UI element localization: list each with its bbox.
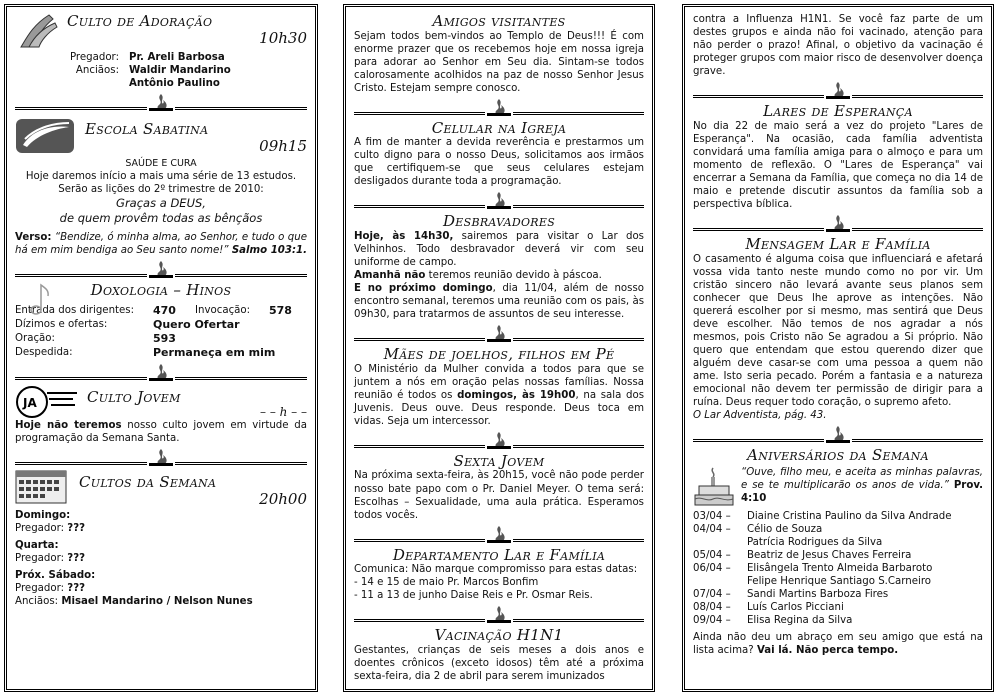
entrada-label: Entrada dos dirigentes: [15,304,135,316]
aniversarios-title: Aniversários da Semana [747,446,929,465]
departamento-text: Comunica: Não marque compromisso para estas datas: [354,564,638,576]
ancioes-value: Misael Mandarino / Nelson Nunes [61,596,253,608]
section-divider [693,81,983,99]
verso [15,231,307,257]
maes-text-bold: domingos, às 19h00 [457,389,576,401]
escola-sabatina-time: 09h15 [259,136,307,155]
cultos-semana-header [15,470,307,507]
birthday-row [693,523,983,536]
birthday-date: 04/04 – [693,523,731,535]
doxologia-title [15,282,307,299]
culto-jovem-title: Culto Jovem [87,388,181,407]
despedida-label: Despedida: [15,346,73,358]
footer-text: Ainda não deu um abraço em seu amigo que está na lista acima? [693,632,983,657]
birthday-row [693,575,983,588]
graces-line: Graças a DEUS, [116,196,206,211]
flame-icon [485,525,513,543]
culto-jovem-body: nosso culto jovem em virtude da programação da Semana Santa. [15,420,307,445]
quote-ref: Prov. 4:10 [741,479,983,504]
culto-jovem-text [15,419,307,445]
desbravadores-p2-text: teremos reunião devido à páscoa. [425,270,602,282]
section-divider [354,431,644,449]
pregador-label: Pregador: [15,553,65,565]
calendar-icon [15,470,67,504]
section-divider [354,605,644,623]
culto-jovem-header [15,385,307,419]
flame-icon [824,214,852,232]
birthday-date [693,575,747,588]
doxologia-title-text: Doxologia – Hinos [90,281,232,300]
maes-text-1: O Ministério da Mulher convida a todos para que se juntem a nós em oração pelas nossas famílias. Nossa reunião é todos os [354,363,644,401]
birthday-date [693,536,747,549]
lares-text: No dia 22 de maio será a vez do projeto "Lares de Esperança". Na ocasião, cada família adventista convidará uma família amiga para o almoço e para um momento de reflexão. O "Lares de Esperança" vai encerrar a Semana da Família, que começa no dia 14 de maio e pretende discutir assuntos da família sob a perspectiva bíblica. [693,120,983,211]
section-divider [15,363,307,381]
birthday-row [693,549,983,562]
aniversarios-quote [737,466,983,508]
flame-icon [485,605,513,623]
amigos-title: Amigos visitantes [432,12,566,30]
birthday-name: Diaine Cristina Paulino da Silva Andrade [747,510,952,522]
culto-jovem-time: – – h – – [260,404,307,419]
pregador-unknown: ??? [67,523,86,535]
section-divider [354,525,644,543]
ja-logo-icon [15,385,79,419]
birthday-name: Felipe Henrique Santiago S.Carneiro [747,575,932,587]
escola-text-line: Serão as lições do 2º trimestre de 2010: [58,184,264,196]
mensagem-source: O Lar Adventista, pág. 43. [693,410,827,422]
column-right [682,4,994,692]
section-divider [354,324,644,342]
svg-text:JA: JA [23,396,37,411]
column-middle [343,4,655,692]
quarta-label: Quarta: [15,540,59,552]
departamento-title: Departamento Lar e Família [392,545,606,564]
section-divider [354,191,644,209]
flame-icon [824,81,852,99]
birthday-name: Sandi Martins Barboza Fires [747,588,889,600]
church-logo-icon [15,115,75,155]
birthday-name: Elisa Regina da Silva [747,615,853,627]
flame-icon [485,431,513,449]
pregador-unknown: ??? [67,583,86,595]
culto-jovem-bold: Hoje não teremos [15,420,122,432]
birthday-name: Célio de Souza [747,523,823,535]
birthday-date: 08/04 – [693,602,731,613]
verso-text: “Bendize, ó minha alma, ao Senhor, e tudo o que há em mim bendiga ao Seu santo nome!” [15,232,307,257]
flame-icon [485,98,513,116]
flame-icon [485,191,513,209]
escola-text-line: Hoje daremos início a mais uma série de 13 estudos. [25,171,297,183]
maes-title: Mães de joelhos, filhos em Pé [383,345,615,364]
section-divider [354,98,644,116]
desbravadores-p3 [354,282,644,321]
lares-title: Lares de Esperança [763,102,913,121]
praying-hands-icon [15,13,59,49]
anciao-name: Waldir Mandarino [129,65,231,77]
sexta-jovem-title: Sexta Jovem [453,451,545,470]
celular-title: Celular na Igreja [431,118,567,137]
pregador-label: Pregador: [15,523,65,535]
invocacao-value: 578 [269,303,292,317]
section-divider [693,214,983,232]
cultos-semana-time: 20h00 [259,489,307,508]
escola-sabatina-title: Escola Sabatina [85,120,209,139]
entrada-value: 470 [153,303,176,317]
verso-ref: Salmo 103:1. [231,245,308,257]
birthday-row [693,510,983,523]
desbravadores-title: Desbravadores [442,212,556,231]
graces-line: de quem provêm todas as bênçãos [59,210,263,225]
pregador-label: Pregador: [15,583,65,595]
birthday-date: 07/04 – [693,588,731,600]
flame-icon [147,93,175,111]
dizimos-label: Dízimos e ofertas: [15,318,108,330]
section-divider [15,260,307,278]
amigos-text: Sejam todos bem-vindos ao Templo de Deus!!! É com enorme prazer que os recebemos hoje em nossa igreja para adorar ao Senhor em Seu dia. Sintam-se todos calorosamente acolhidos na paz de nosso Senhor Jesus Cristo. Estejam sempre conosco. [354,30,644,94]
culto-adoracao-time: 10h30 [259,28,307,47]
mensagem-title: Mensagem Lar e Família [745,235,931,254]
desbravadores-p3-bold: E no próximo domingo [354,283,493,295]
birthday-cake-icon [693,466,737,508]
culto-adoracao-header [15,13,307,49]
birthday-name: Luís Carlos Picciani [747,602,844,613]
section-divider [15,448,307,466]
ancioes-label: Anciãos: [75,65,119,77]
anciao-name: Antônio Paulino [129,78,220,90]
quote-text: “Ouve, filho meu, e aceita as minhas palavras, e se te multiplicarão os anos de vida.” [741,466,983,491]
culto-adoracao-title: Culto de Adoração [67,12,213,30]
desbravadores-p1-bold: Hoje, às 14h30, [354,230,454,242]
birthday-row [693,536,983,549]
birthday-row [693,588,983,601]
desbravadores-p2-bold: Amanhã não [354,270,426,282]
escola-subtitle: SAÚDE E CURA [125,158,197,170]
domingo-label: Domingo: [15,510,71,522]
birthday-date: 05/04 – [693,549,731,561]
footer-bold: Vai lá. Não perca tempo. [756,645,899,657]
verso-label: Verso: [15,232,52,244]
flame-icon [147,363,175,381]
birthday-list [693,510,983,627]
pregador-name: Pr. Areli Barbosa [129,52,225,63]
vacinacao-continued: contra a Influenza H1N1. Se você faz parte de um destes grupos e ainda não foi vacinado, atenção para não perder o prazo! Afinal, o objetivo da vacinação é proteger grupos com maior risco de desenvolver doença grave. [693,14,983,78]
column-left [4,4,318,692]
desbravadores-p1 [354,230,644,269]
ancioes-label: Anciãos: [15,596,59,608]
cultos-semana-title: Cultos da Semana [79,473,217,492]
birthday-row [693,614,983,627]
celular-text: A fim de manter a devida reverência e prestarmos um culto digno para o nosso Deus, solicitamos aos irmãos que certifiquem-se que seus celulares estejam desligados durante toda a programação. [354,137,644,188]
flame-icon [147,260,175,278]
sexta-jovem-text: Na próxima sexta-feira, às 20h15, você não pode perder nosso bate papo com o Pr. Daniel Meyer. O tema será: Escolhas – Sexualidade, uma aula prática. Esperamos todos vocês. [354,470,644,521]
cultos-semana-list [15,509,307,608]
pregador-label: Pregador: [69,52,119,63]
birthday-name: Elisângela Trento Almeida Barbaroto [747,562,933,574]
desbravadores-p3-text: , dia 11/04, além de nosso encontro semanal, teremos uma reunião com os pais, às 09h30, para tratarmos de assuntos de seu interesse. [354,283,644,321]
birthday-name: Beatriz de Jesus Chaves Ferreira [747,549,912,561]
vacinacao-text: Gestantes, crianças de seis meses a dois anos e doentes crônicos (exceto idosos) têm até a próxima sexta-feira, dia 2 de abril para serem imunizados [354,644,644,682]
desbravadores-p2 [354,269,644,282]
flame-icon [824,425,852,443]
birthday-date: 06/04 – [693,562,731,574]
flame-icon [485,324,513,342]
departamento-item: - 14 e 15 de maio Pr. Marcos Bonfim [354,577,539,589]
maes-text [354,363,644,428]
vacinacao-title: Vacinação H1N1 [434,626,564,645]
dizimos-value: Quero Ofertar [153,317,240,331]
escola-sabatina-header [15,115,307,155]
birthday-date: 09/04 – [693,615,731,627]
desbravadores-p1-text: sairemos para visitar o Lar dos Velhinhos. Todo desbravador deverá vir com seu uniforme de campo. [354,230,644,269]
section-divider [15,93,307,111]
oracao-value: 593 [153,331,176,345]
flame-icon [147,448,175,466]
section-divider [693,425,983,443]
departamento-item: - 11 a 13 de junho Daise Reis e Pr. Osmar Reis. [354,590,593,602]
mensagem-text: O casamento é alguma coisa que influenciará e afetará vossa vida tanto neste mundo como no por vir. Um cristão sincero não levará avante seus planos sem conhecer que Deus lhe aprove as intenções. Não quererá escolher por si mesmo, mas sentirá que Deus deve escolher. Não temos de nos agradar a nós mesmos, pois Cristo não Se agradou a Si próprio. Não quero que entendam que estou querendo dizer que alguém deve casar-se com uma pessoa a quem não ame. Isto seria pecado. Porém a fantasia e a natureza emocional não devem ter permissão de dirigir para a ruína. Deus requer todo coração, o supremo afeto. [693,253,983,409]
birthday-row [693,601,983,614]
birthday-date: 03/04 – [693,510,731,522]
invocacao-label: Invocação: [195,304,251,316]
oracao-label: Oração: [15,332,55,344]
despedida-value: Permaneça em mim [153,345,276,359]
pregador-unknown: ??? [67,553,86,565]
music-note-icon [29,282,51,316]
aniversarios-footer [693,631,983,657]
maes-text-2: , na sala dos Juvenis. Deus ouve. Deus responde. Deus toca em vidas. Seja um intercessor. [354,389,644,427]
prox-sabado-label: Próx. Sábado: [15,570,96,582]
birthday-name: Patrícia Rodrigues da Silva [747,536,883,548]
birthday-row [693,562,983,575]
